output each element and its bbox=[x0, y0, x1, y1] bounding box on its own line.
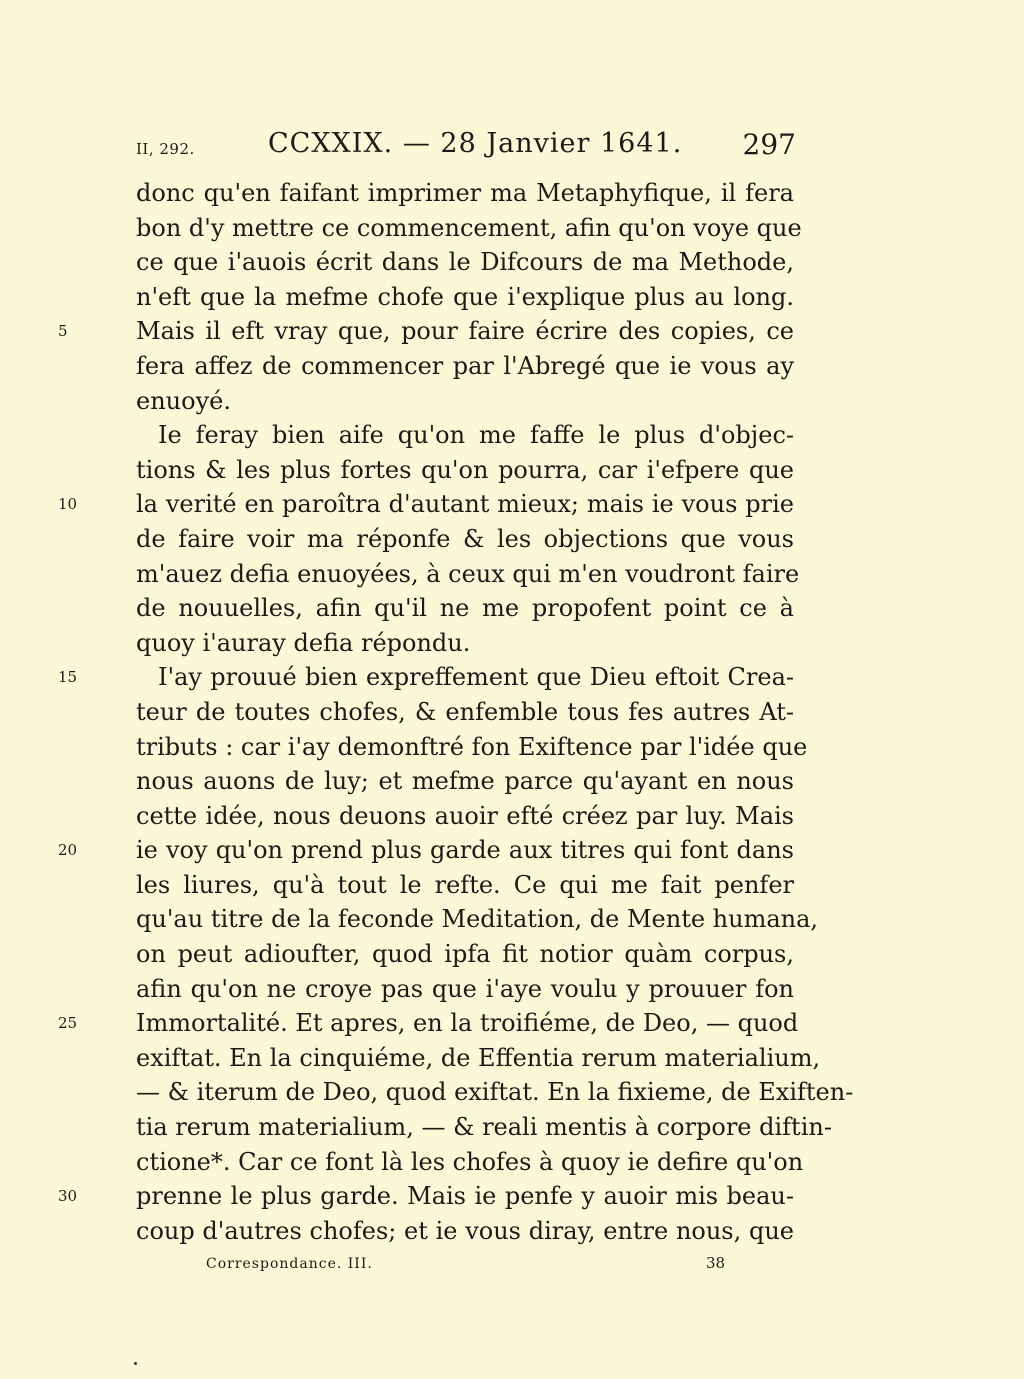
line-text: coup d'autres chofes; et ie vous diray, entre nous, que bbox=[136, 1216, 794, 1245]
text-line bbox=[136, 176, 794, 211]
line-text: tributs : car i'ay demonftré fon Exiftence par l'idée que bbox=[136, 732, 808, 761]
text-line bbox=[58, 660, 794, 695]
text-line bbox=[136, 764, 794, 799]
text-line bbox=[136, 972, 794, 1007]
line-number: 10 bbox=[58, 495, 78, 514]
line-text: m'auez defia enuoyées, à ceux qui m'en voudront faire bbox=[136, 559, 800, 588]
text-line bbox=[136, 937, 794, 972]
text-line bbox=[136, 522, 794, 557]
edition-reference: II, 292. bbox=[136, 140, 195, 158]
text-line bbox=[58, 1006, 799, 1041]
page-number: 297 bbox=[742, 128, 796, 161]
signature-mark: Correspondance. III. bbox=[206, 1256, 373, 1272]
letter-text bbox=[58, 176, 854, 1248]
line-text: Immortalité. Et apres, en la troifiéme, de Deo, — quod bbox=[136, 1009, 799, 1038]
line-number: 5 bbox=[58, 322, 68, 341]
running-header bbox=[136, 128, 796, 168]
line-number: 25 bbox=[58, 1014, 78, 1033]
text-line bbox=[136, 695, 794, 730]
line-text: les liures, qu'à tout le refte. Ce qui me fait penfer bbox=[136, 870, 794, 899]
letter-heading: CCXXIX. — 28 Janvier 1641. bbox=[268, 128, 683, 159]
text-line bbox=[136, 557, 800, 592]
text-line bbox=[136, 730, 808, 765]
text-line bbox=[58, 1179, 794, 1214]
text-line bbox=[136, 591, 794, 626]
text-line bbox=[136, 799, 794, 834]
line-number: 20 bbox=[58, 841, 78, 860]
line-text: Ie feray bien aife qu'on me faffe le plus d'objec- bbox=[158, 421, 794, 450]
text-line bbox=[136, 349, 794, 384]
line-text: nous auons de luy; et mefme parce qu'ayant en nous bbox=[136, 767, 794, 796]
line-text: on peut adioufter, quod ipfa fit notior quàm corpus, bbox=[136, 940, 794, 969]
line-text: exiftat. En la cinquiéme, de Effentia rerum materialium, bbox=[136, 1043, 821, 1072]
text-line bbox=[136, 245, 794, 280]
line-text: de faire voir ma réponfe & les objections que vous bbox=[136, 524, 794, 553]
line-text: teur de toutes chofes, & enfemble tous fes autres At- bbox=[136, 697, 794, 726]
text-line bbox=[136, 1075, 854, 1110]
text-line bbox=[136, 1145, 804, 1180]
line-text: Mais il eft vray que, pour faire écrire des copies, ce bbox=[136, 317, 794, 346]
text-line bbox=[136, 868, 794, 903]
line-number: 15 bbox=[58, 668, 78, 687]
line-text: bon d'y mettre ce commencement, afin qu'on voye que bbox=[136, 213, 802, 242]
line-text: ctione*. Car ce font là les chofes à quoy ie defire qu'on bbox=[136, 1147, 804, 1176]
line-text: qu'au titre de la feconde Meditation, de Mente humana, bbox=[136, 905, 819, 934]
text-line bbox=[58, 487, 794, 522]
line-text: n'eft que la mefme chofe que i'explique plus au long. bbox=[136, 282, 794, 311]
text-line bbox=[136, 280, 794, 315]
text-line bbox=[136, 902, 819, 937]
text-line bbox=[136, 384, 794, 419]
text-line bbox=[58, 314, 794, 349]
line-text: quoy i'auray defia répondu. bbox=[136, 628, 471, 657]
line-text: — & iterum de Deo, quod exiftat. En la fixieme, de Exiften- bbox=[136, 1078, 854, 1107]
line-text: prenne le plus garde. Mais ie penfe y auoir mis beau- bbox=[136, 1182, 794, 1211]
line-text: tia rerum materialium, — & reali mentis à corpore diftin- bbox=[136, 1113, 832, 1142]
text-line bbox=[136, 1041, 821, 1076]
sheet-number: 38 bbox=[706, 1254, 726, 1272]
line-text: donc qu'en faifant imprimer ma Metaphyfique, il fera bbox=[136, 179, 794, 207]
line-text: ie voy qu'on prend plus garde aux titres qui font dans bbox=[136, 836, 794, 865]
line-text: enuoyé. bbox=[136, 386, 231, 415]
text-line bbox=[136, 211, 802, 246]
line-text: la verité en paroîtra d'autant mieux; mais ie vous prie bbox=[136, 490, 794, 519]
line-text: afin qu'on ne croye pas que i'aye voulu y prouuer fon bbox=[136, 974, 794, 1003]
line-text: de nouuelles, afin qu'il ne me propofent point ce à bbox=[136, 594, 794, 623]
line-text: tions & les plus fortes qu'on pourra, car i'efpere que bbox=[136, 455, 794, 484]
text-line bbox=[136, 1110, 832, 1145]
text-line bbox=[136, 626, 794, 661]
text-line bbox=[136, 453, 794, 488]
print-speck bbox=[134, 1362, 137, 1365]
line-text: fera affez de commencer par l'Abregé que ie vous ay bbox=[136, 351, 794, 380]
line-text: I'ay prouué bien expreffement que Dieu eftoit Crea- bbox=[158, 663, 794, 692]
text-line bbox=[136, 418, 794, 453]
line-text: ce que i'auois écrit dans le Difcours de ma Methode, bbox=[136, 248, 794, 277]
text-line bbox=[136, 1214, 794, 1249]
line-number: 30 bbox=[58, 1187, 78, 1206]
page-footer bbox=[136, 1254, 794, 1284]
line-text: cette idée, nous deuons auoir efté créez par luy. Mais bbox=[136, 801, 794, 830]
text-line bbox=[58, 833, 794, 868]
